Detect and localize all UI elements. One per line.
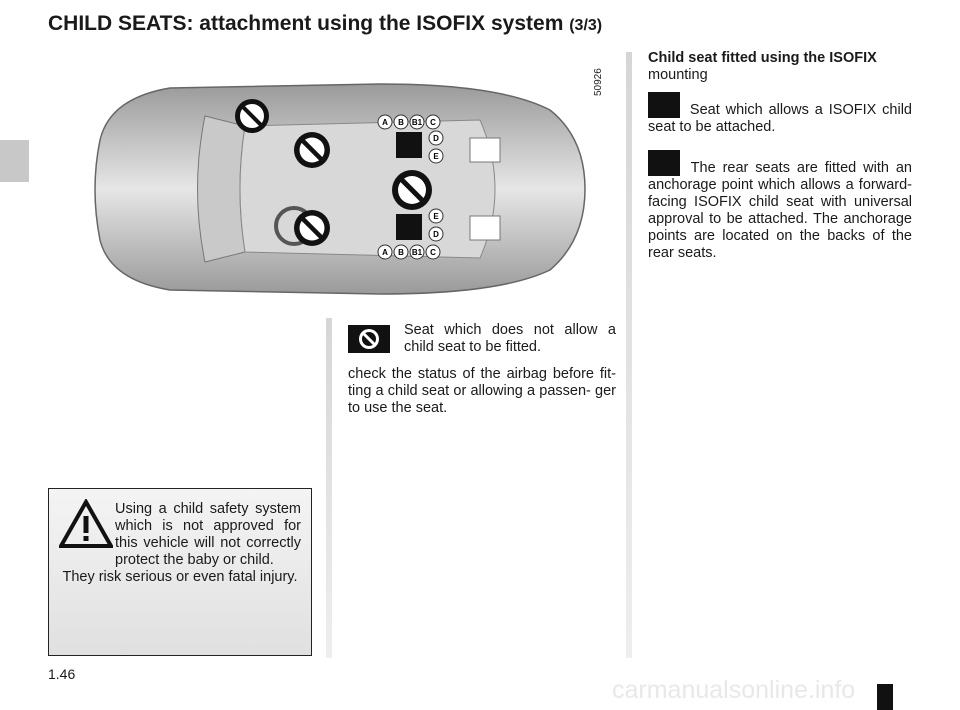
anchorage-icon [648, 150, 680, 176]
anchorage-icon-upper [470, 138, 500, 162]
isofix-seat-text: Seat which allows a ISOFIX child seat to be attached. [648, 102, 912, 135]
isofix-seat-paragraph [648, 92, 912, 136]
anchorage-icon-lower [470, 216, 500, 240]
seat-label: B1 [411, 248, 423, 257]
airbag-note: check the status of the airbag before fit- ting a child seat or allowing a passen- ger to use the seat. [348, 366, 616, 416]
seat-label: B1 [411, 118, 423, 127]
warning-box [48, 488, 312, 656]
legend-no-seat-text: Seat which does not allow a child seat to be fitted. [404, 322, 616, 355]
no-seat-symbol-front [294, 132, 330, 168]
page-corner-mark [877, 684, 893, 710]
watermark: carmanualsonline.info [612, 676, 856, 704]
seat-label: A [382, 248, 388, 257]
warning-text-last: They risk serious or even fatal injury. [62, 569, 298, 585]
isofix-seat-icon [648, 92, 680, 118]
page-title-part: (3/3) [569, 17, 603, 34]
isofix-info-column [648, 50, 912, 262]
anchorage-paragraph [648, 150, 912, 262]
isofix-heading-cont: mounting [648, 67, 708, 83]
no-seat-symbol-passenger [294, 210, 330, 246]
section-tab [0, 140, 29, 182]
windshield [198, 116, 246, 262]
isofix-seat-icon-lower [396, 214, 422, 240]
legend-section [348, 322, 616, 417]
seat-label: B [398, 248, 404, 257]
car-top-view-figure [80, 80, 590, 298]
legend-no-seat-row [348, 322, 616, 358]
isofix-seat-icon-upper [396, 132, 422, 158]
no-seat-symbol-rear-center [392, 170, 432, 210]
seat-label: C [430, 118, 436, 127]
seat-label: A [382, 118, 388, 127]
seat-label: E [433, 212, 439, 221]
anchorage-text: The rear seats are fitted with an anchorage point which allows a forward-facing ISOFIX child seat with universal approval to be attached. The anchorage points are located on the backs of the rear seats. [648, 160, 912, 261]
seat-label: D [433, 230, 439, 239]
page-title-text: CHILD SEATS: attachment using the ISOFIX system [48, 12, 564, 35]
page-title [48, 12, 602, 36]
seat-label: B [398, 118, 404, 127]
page-number: 1.46 [48, 666, 76, 682]
figure-reference-number: 50926 [593, 68, 604, 96]
column-divider-middle [326, 318, 332, 658]
warning-text: Using a child safety system which is not approved for this vehicle will not correctly protect the baby or child. [115, 501, 301, 568]
isofix-heading: Child seat fitted using the ISOFIX [648, 50, 877, 66]
seat-label: D [433, 134, 439, 143]
seat-label: C [430, 248, 436, 257]
warning-triangle-icon [59, 499, 113, 549]
column-divider-right [626, 52, 632, 658]
seat-label: E [433, 152, 439, 161]
no-child-seat-icon [348, 325, 390, 353]
no-seat-symbol-airbag [235, 99, 269, 133]
